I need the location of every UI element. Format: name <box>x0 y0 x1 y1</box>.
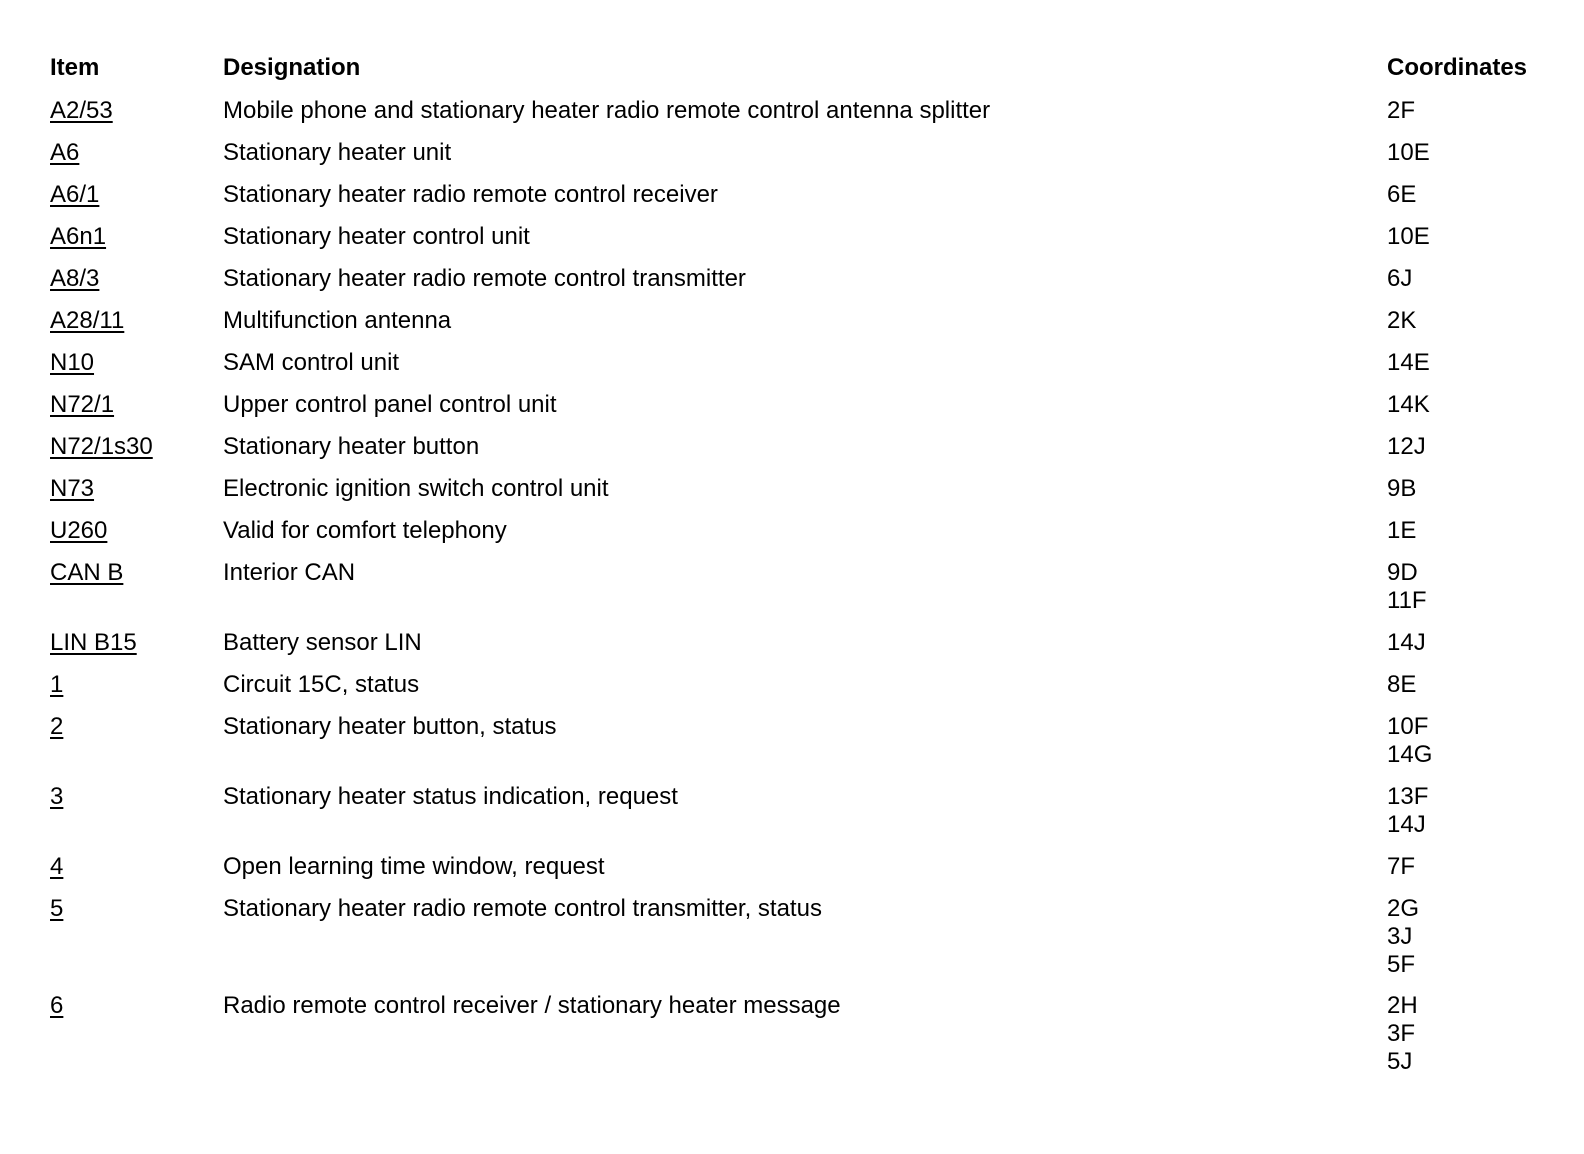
coordinate-value: 2H <box>1387 992 1418 1019</box>
coordinate-value: 9B <box>1387 475 1417 502</box>
coordinate-value: 10E <box>1387 223 1430 250</box>
designation-text: Stationary heater button, status <box>223 713 557 740</box>
item-link[interactable]: N72/1s30 <box>50 433 153 460</box>
coordinates-cell <box>1387 559 1427 615</box>
coordinate-value: 5F <box>1387 951 1416 978</box>
item-link[interactable]: 6 <box>50 992 64 1019</box>
coordinate-value: 14K <box>1387 391 1430 418</box>
designation-text: Stationary heater radio remote control transmitter <box>223 265 746 292</box>
item-link[interactable]: U260 <box>50 517 108 544</box>
coordinate-value: 9D <box>1387 559 1418 586</box>
item-link[interactable]: 3 <box>50 783 64 810</box>
item-link[interactable]: N73 <box>50 475 95 502</box>
coordinates-cell <box>1387 671 1416 699</box>
coordinate-value: 5J <box>1387 1048 1413 1075</box>
designation-text: Multifunction antenna <box>223 307 452 334</box>
coordinate-value: 3J <box>1387 923 1413 950</box>
coordinate-value: 2F <box>1387 97 1416 124</box>
designation-text: Circuit 15C, status <box>223 671 420 698</box>
designation-text: Stationary heater unit <box>223 139 452 166</box>
coordinate-value: 3F <box>1387 1020 1416 1047</box>
item-link[interactable]: A8/3 <box>50 265 100 292</box>
designation-text: Stationary heater radio remote control transmitter, status <box>223 895 822 922</box>
item-link[interactable]: LIN B15 <box>50 629 137 656</box>
coordinates-cell <box>1387 629 1426 657</box>
item-link[interactable]: A6/1 <box>50 181 100 208</box>
coordinates-cell <box>1387 181 1416 209</box>
designation-text: Open learning time window, request <box>223 853 605 880</box>
coordinate-value: 2G <box>1387 895 1420 922</box>
coordinates-cell <box>1387 783 1428 839</box>
coordinate-value: 6E <box>1387 181 1417 208</box>
coordinate-value: 2K <box>1387 307 1417 334</box>
designation-text: Upper control panel control unit <box>223 391 557 418</box>
coordinates-cell <box>1387 97 1415 125</box>
coordinate-value: 1E <box>1387 517 1417 544</box>
coordinates-cell <box>1387 307 1416 335</box>
coordinates-cell <box>1387 992 1418 1076</box>
designation-text: Battery sensor LIN <box>223 629 422 656</box>
coordinate-value: 12J <box>1387 433 1426 460</box>
item-link[interactable]: CAN B <box>50 559 124 586</box>
designation-text: Radio remote control receiver / stationary heater message <box>223 992 841 1019</box>
item-link[interactable]: 5 <box>50 895 64 922</box>
designation-text: Stationary heater control unit <box>223 223 530 250</box>
designation-text: Stationary heater button <box>223 433 480 460</box>
coordinate-value: 10F <box>1387 713 1429 740</box>
item-link[interactable]: 2 <box>50 713 64 740</box>
item-link[interactable]: A6 <box>50 139 80 166</box>
coordinates-cell <box>1387 433 1426 461</box>
header-designation: Designation <box>223 54 361 81</box>
designation-text: Valid for comfort telephony <box>223 517 507 544</box>
coordinates-cell <box>1387 713 1432 769</box>
designation-text: Stationary heater status indication, request <box>223 783 678 810</box>
coordinate-value: 14G <box>1387 741 1433 768</box>
coordinates-cell <box>1387 265 1412 293</box>
coordinate-value: 6J <box>1387 265 1413 292</box>
coordinate-value: 14J <box>1387 629 1426 656</box>
coordinates-cell <box>1387 853 1415 881</box>
coordinate-value: 8E <box>1387 671 1417 698</box>
designation-text: SAM control unit <box>223 349 400 376</box>
coordinates-cell <box>1387 391 1430 419</box>
coordinate-value: 11F <box>1387 587 1427 614</box>
coordinate-value: 13F <box>1387 783 1429 810</box>
item-link[interactable]: A28/11 <box>50 307 125 334</box>
header-coordinates: Coordinates <box>1387 54 1528 81</box>
item-link[interactable]: A6n1 <box>50 223 107 250</box>
designation-text: Electronic ignition switch control unit <box>223 475 609 502</box>
item-link[interactable]: N10 <box>50 349 95 376</box>
coordinates-cell <box>1387 475 1416 503</box>
designation-text: Stationary heater radio remote control receiver <box>223 181 718 208</box>
coordinate-value: 10E <box>1387 139 1430 166</box>
coordinates-cell <box>1387 349 1430 377</box>
item-link[interactable]: 1 <box>50 671 64 698</box>
item-link[interactable]: 4 <box>50 853 64 880</box>
coordinate-value: 14E <box>1387 349 1430 376</box>
coordinates-cell <box>1387 517 1416 545</box>
coordinates-cell <box>1387 139 1430 167</box>
coordinate-value: 14J <box>1387 811 1426 838</box>
designation-text: Mobile phone and stationary heater radio remote control antenna splitter <box>223 97 991 124</box>
coordinates-cell <box>1387 895 1419 979</box>
coordinate-value: 7F <box>1387 853 1416 880</box>
header-item: Item <box>50 54 100 81</box>
coordinates-cell <box>1387 223 1430 251</box>
table-header <box>0 53 1584 83</box>
item-link[interactable]: A2/53 <box>50 97 113 124</box>
designation-text: Interior CAN <box>223 559 356 586</box>
item-link[interactable]: N72/1 <box>50 391 115 418</box>
